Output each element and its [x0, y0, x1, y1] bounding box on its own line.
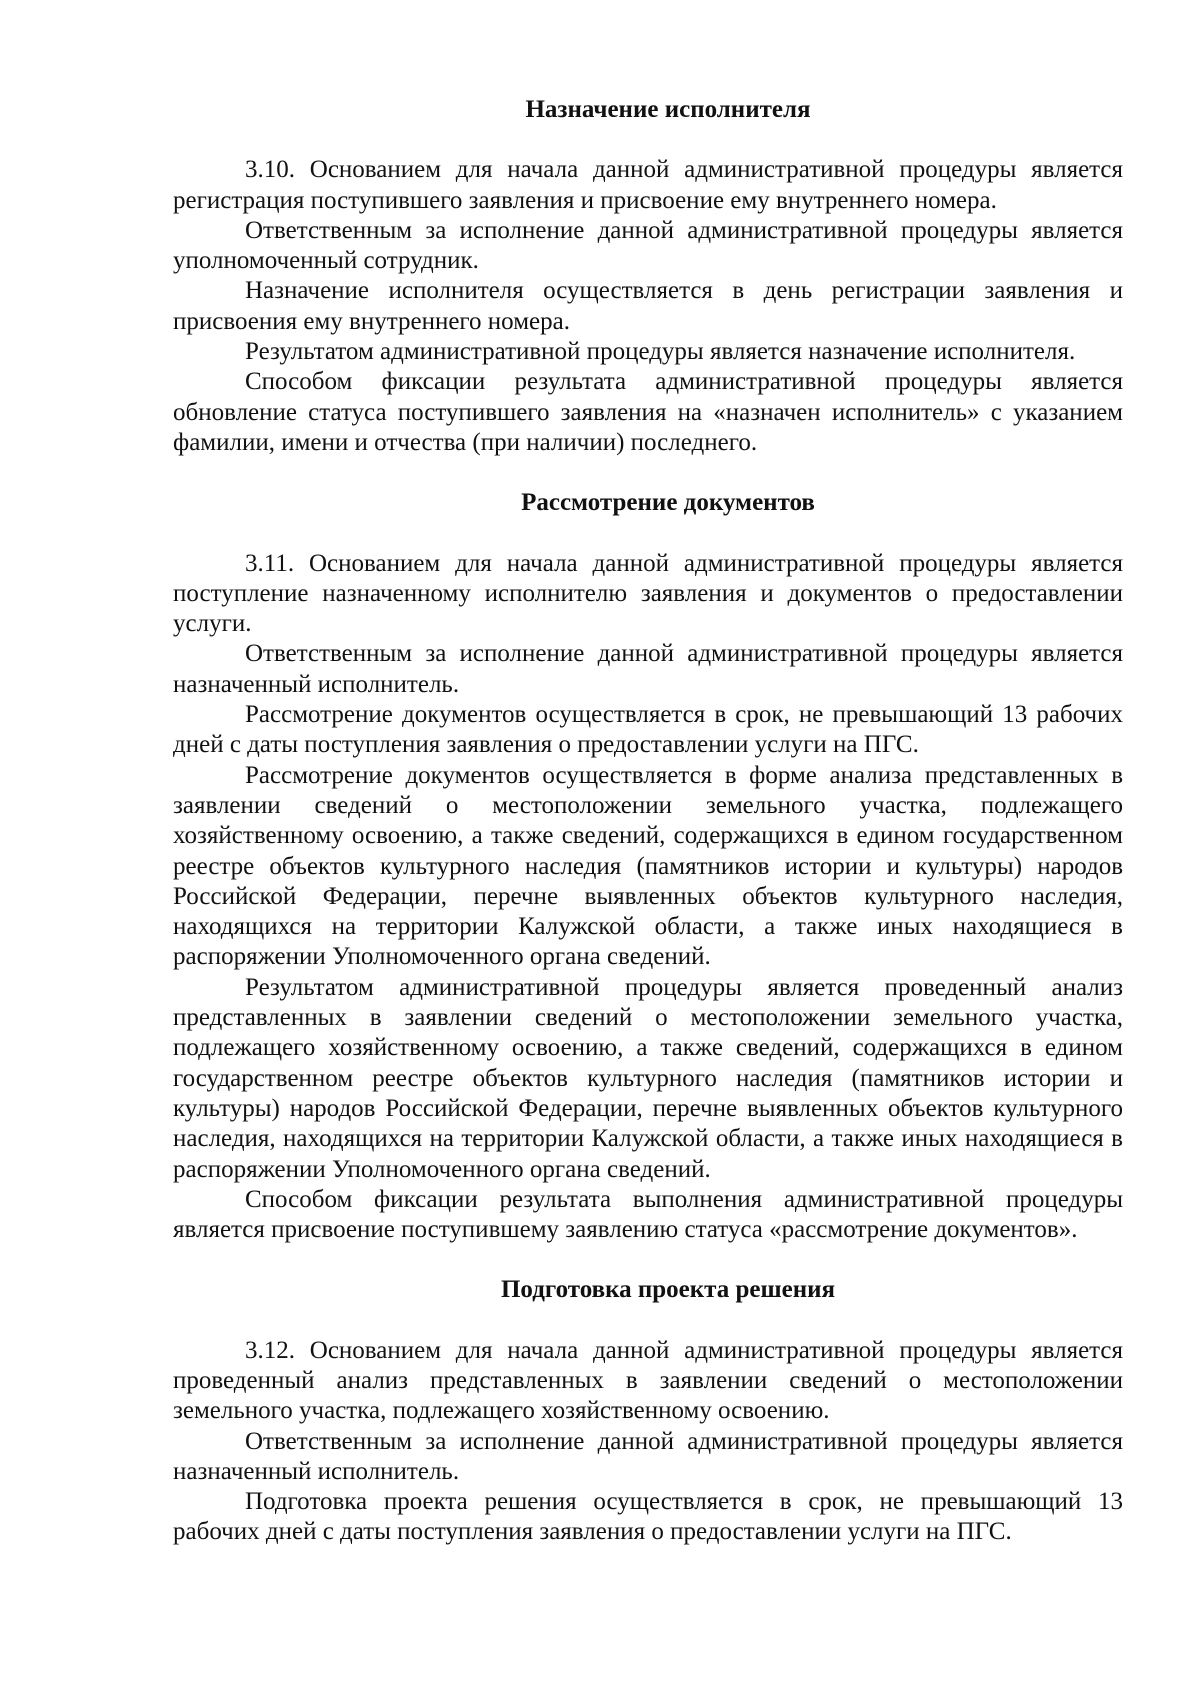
paragraph: 3.11. Основанием для начала данной административной процедуры является поступление назначенному исполнителю заявления и документов о предоставлении услуги.: [173, 549, 1123, 638]
paragraph: 3.10. Основанием для начала данной административной процедуры является регистрация поступившего заявления и присвоение ему внутреннего номера.: [173, 156, 1123, 214]
paragraph: Результатом административной процедуры является назначение исполнителя.: [245, 338, 1076, 366]
section-spacer: [173, 458, 1123, 488]
section-heading: Назначение исполнителя: [525, 96, 811, 123]
paragraph: Назначение исполнителя осуществляется в день регистрации заявления и присвоения ему внутреннего номера.: [173, 277, 1123, 335]
paragraph: Способом фиксации результата выполнения административной процедуры является присвоение поступившему заявлению статуса «рассмотрение документов».: [173, 1185, 1123, 1244]
section-heading: Рассмотрение документов: [521, 489, 815, 517]
paragraph: 3.12. Основанием для начала данной административной процедуры является проведенный анализ представленных в заявлении сведений о местоположении земельного участка, подлежащего хозяйственному освоению.: [173, 1336, 1123, 1425]
section-document-review: [173, 488, 1123, 1245]
document-body: [173, 95, 1123, 1548]
paragraph: Подготовка проекта решения осуществляется в срок, не превышающий 13 рабочих дней с даты поступления заявления о предоставлении услуги на ПГС.: [173, 1488, 1123, 1546]
paragraph: Рассмотрение документов осуществляется в форме анализа представленных в заявлении сведений о местоположении земельного участка, подлежащего хозяйственному освоению, а также сведений, содержащихся в едином государственном реестре объектов культурного наследия (памятников истории и культуры) народов Российской Федерации, перечне выявленных объектов культурного наследия, находящихся на территории Калужской области, а также иных находящиеся в распоряжении Уполномоченного органа сведений.: [173, 761, 1123, 971]
paragraph: Ответственным за исполнение данной административной процедуры является уполномоченный сотрудник.: [173, 216, 1123, 275]
section-spacer: [173, 1245, 1123, 1275]
paragraph: Ответственным за исполнение данной административной процедуры является назначенный исполнитель.: [173, 640, 1123, 698]
section-heading: Подготовка проекта решения: [500, 1276, 836, 1304]
paragraph: Результатом административной процедуры является проведенный анализ представленных в заявлении сведений о местоположении земельного участка, подлежащего хозяйственному освоению, а также сведений, содержащихся в едином государственном реестре объектов культурного наследия (памятников истории и культуры) народов Российской Федерации, перечне выявленных объектов культурного наследия, находящихся на территории Калужской области, а также иных находящиеся в распоряжении Уполномоченного органа сведений.: [173, 973, 1123, 1183]
section-draft-decision: [173, 1275, 1123, 1547]
paragraph: Рассмотрение документов осуществляется в срок, не превышающий 13 рабочих дней с даты поступления заявления о предоставлении услуги на ПГС.: [173, 701, 1123, 759]
paragraph: Ответственным за исполнение данной административной процедуры является назначенный исполнитель.: [173, 1427, 1123, 1485]
section-executor-assignment: [173, 95, 1123, 458]
paragraph: Способом фиксации результата административной процедуры является обновление статуса поступившего заявления на «назначен исполнитель» с указанием фамилии, имени и отчества (при наличии) последнего.: [173, 368, 1123, 456]
